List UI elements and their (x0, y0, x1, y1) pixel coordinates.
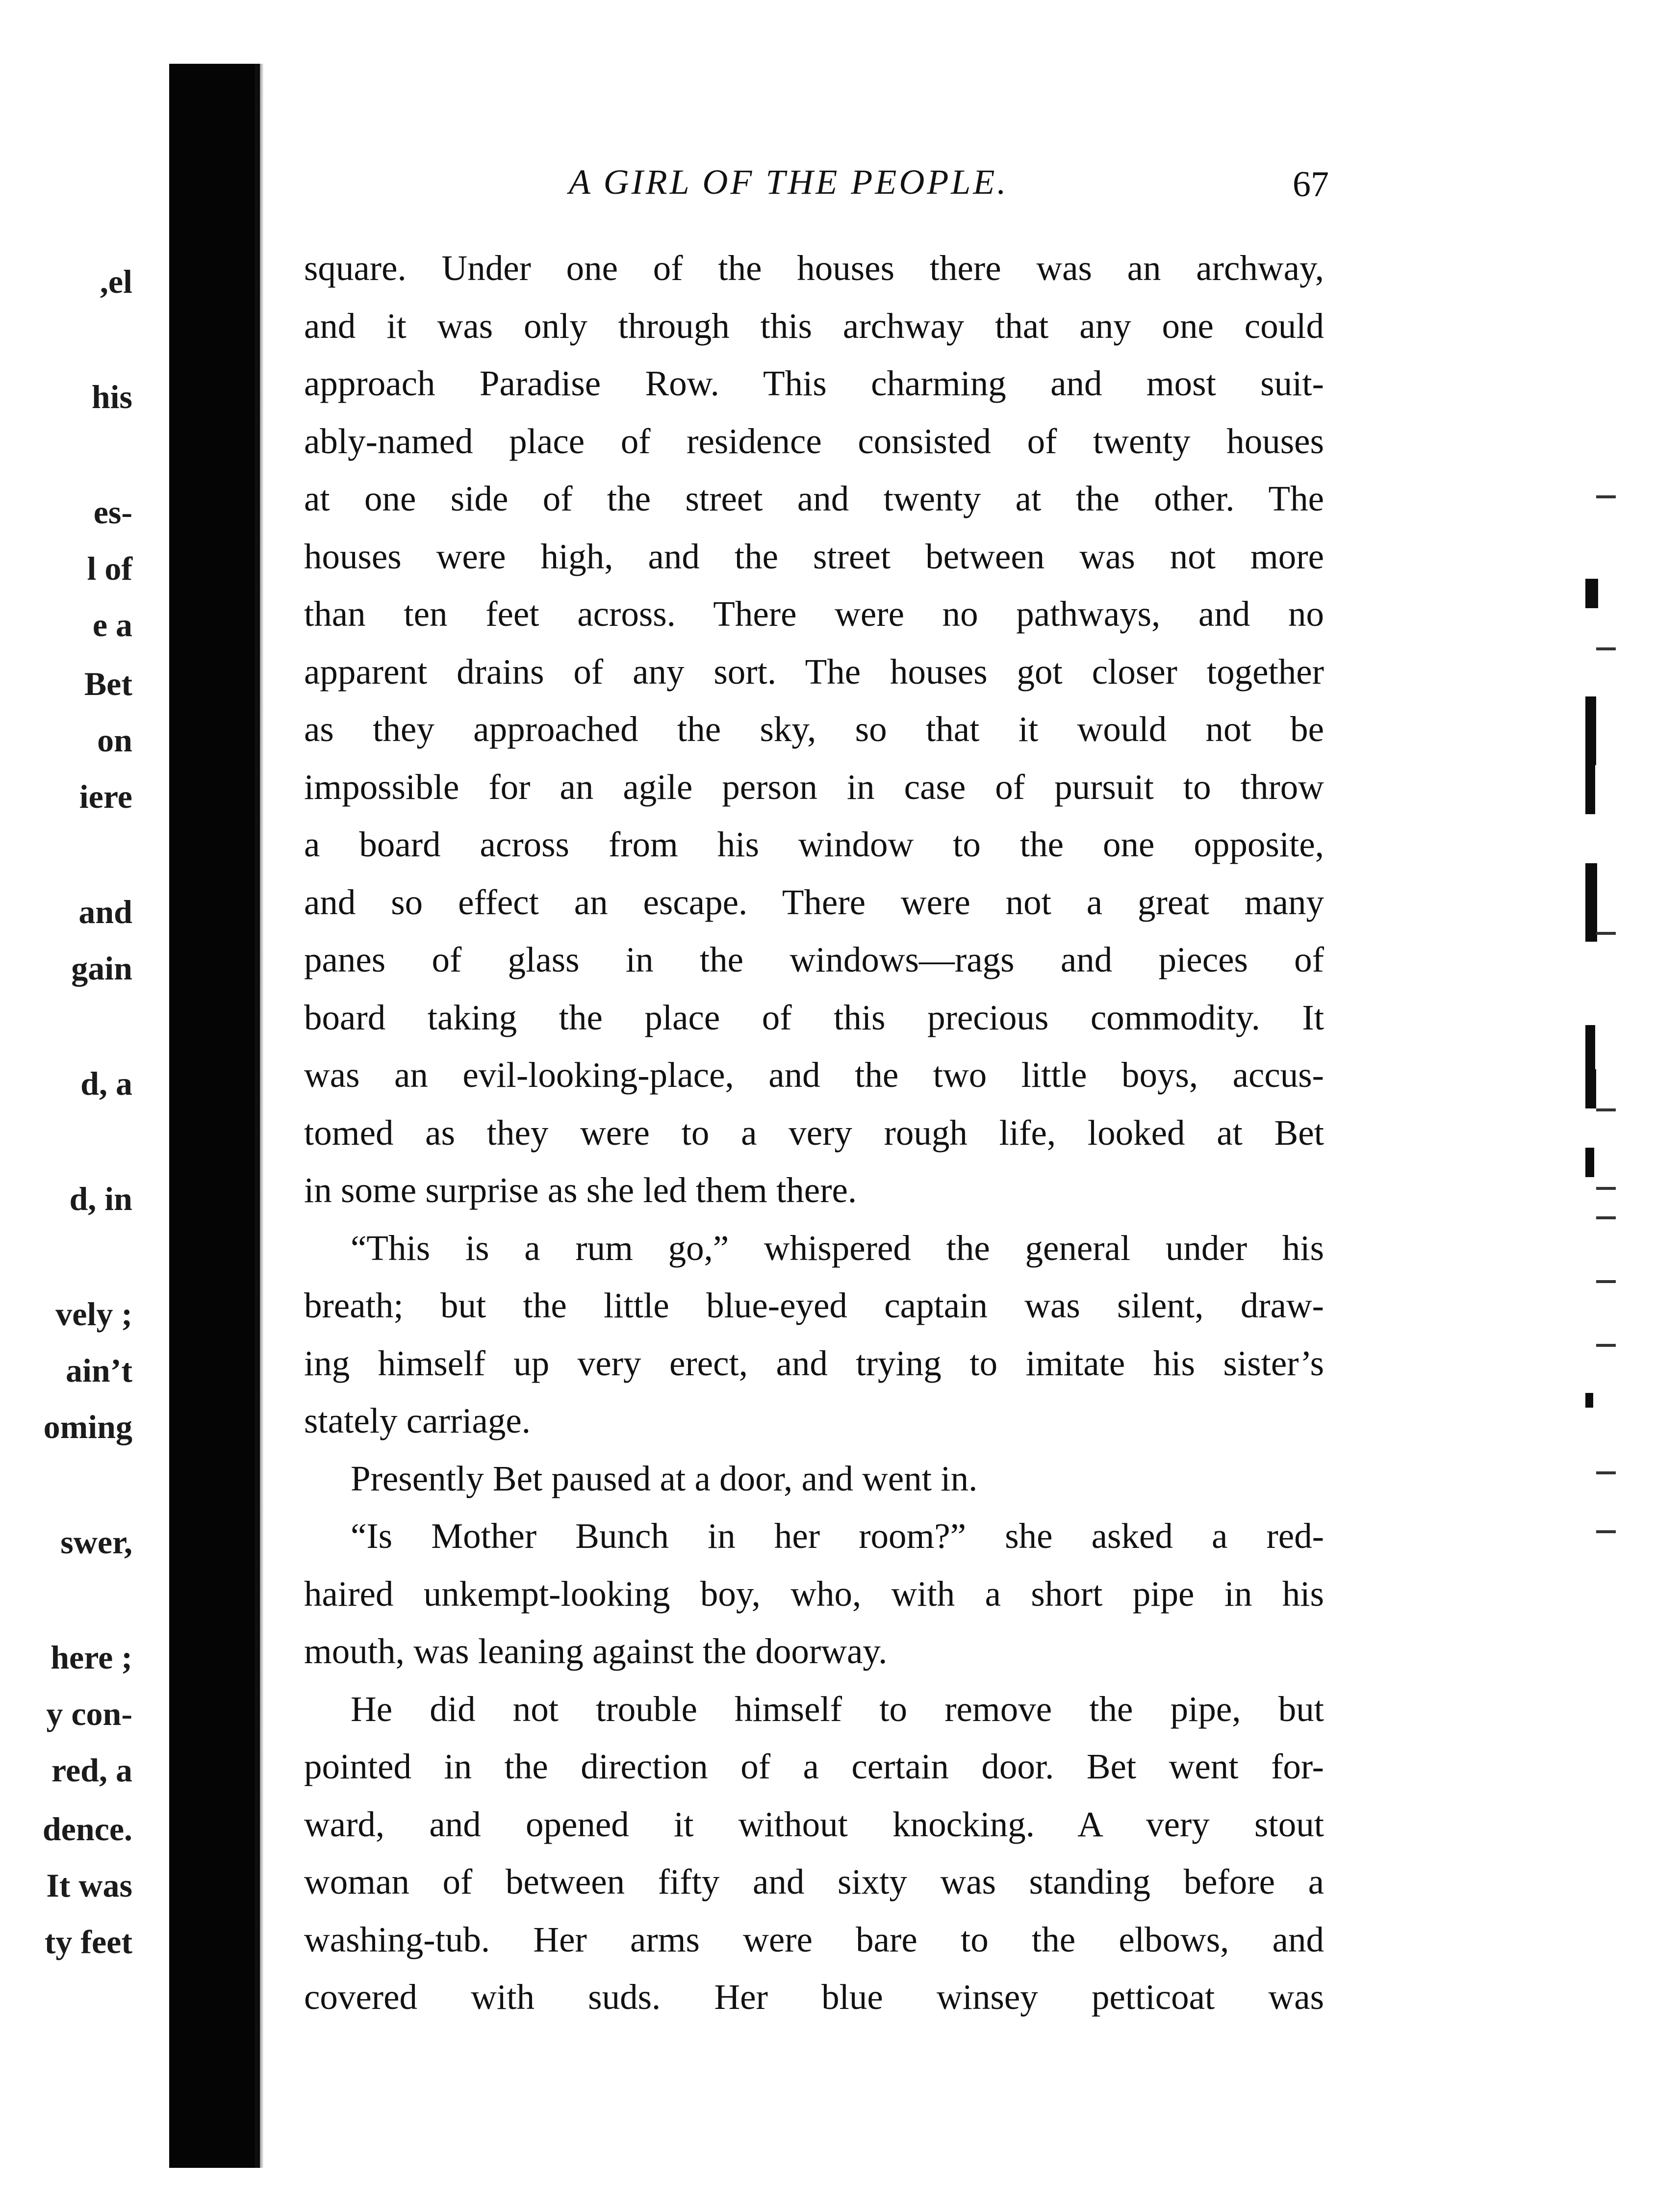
text-line: and so effect an escape. There were not a great many (304, 882, 1324, 922)
text-line: at one side of the street and twenty at the other. The (304, 479, 1324, 518)
text-line: in some surprise as she led them there. (304, 1170, 857, 1210)
edge-tick (1596, 932, 1616, 935)
edge-tick (1596, 1344, 1616, 1347)
bleed-through-fragment: ty feet (44, 1923, 132, 1960)
bleed-through-fragment: on (97, 721, 132, 759)
bleed-through-fragment: ,el (100, 263, 132, 300)
bleed-through-fragment: his (91, 378, 132, 415)
edge-tick (1596, 495, 1616, 498)
bleed-through-fragment: d, a (80, 1065, 132, 1102)
bleed-through-fragment: It was (46, 1867, 132, 1904)
bleed-through-fragment: Bet (84, 665, 132, 702)
edge-tick (1596, 1530, 1616, 1533)
edge-tick (1596, 1471, 1616, 1474)
text-line: was an evil-looking-place, and the two little boys, accus- (304, 1055, 1324, 1095)
binding-gutter-shadow (169, 64, 260, 2168)
text-line: tomed as they were to a very rough life, looked at Bet (304, 1112, 1324, 1153)
bleed-through-fragment: here ; (51, 1639, 132, 1676)
text-line: mouth, was leaning against the doorway. (304, 1631, 888, 1671)
text-line: “Is Mother Bunch in her room?” she asked a red- (351, 1516, 1324, 1556)
edge-tick (1596, 1216, 1616, 1219)
bleed-through-fragment: red, a (51, 1751, 132, 1789)
bleed-through-fragment: and (78, 893, 132, 930)
text-line: square. Under one of the houses there was an archway, (304, 248, 1324, 288)
text-line: Presently Bet paused at a door, and went in. (351, 1458, 978, 1498)
edge-mark (1585, 1069, 1596, 1108)
text-line: as they approached the sky, so that it would not be (304, 709, 1324, 749)
text-line: haired unkempt-looking boy, who, with a short pipe in his (304, 1573, 1324, 1614)
text-line: “This is a rum go,” whispered the general under his (351, 1228, 1324, 1268)
text-line: and it was only through this archway that any one could (304, 306, 1324, 346)
bleed-through-fragment: iere (79, 778, 132, 815)
text-line: breath; but the little blue-eyed captain was silent, draw- (304, 1286, 1324, 1325)
text-line: board taking the place of this precious commodity. It (304, 997, 1324, 1037)
edge-mark (1585, 863, 1597, 942)
text-line: apparent drains of any sort. The houses got closer together (304, 651, 1324, 692)
text-line: stately carriage. (304, 1401, 531, 1440)
edge-mark (1585, 701, 1595, 814)
bleed-through-fragment: y con- (46, 1695, 132, 1732)
text-line: a board across from his window to the one opposite, (304, 824, 1324, 864)
edge-tick (1596, 1108, 1616, 1111)
edge-tick (1596, 1280, 1616, 1283)
text-line: approach Paradise Row. This charming and most suit- (304, 363, 1324, 403)
facing-page-bleed-through (0, 0, 162, 2212)
page-body-text (304, 239, 1324, 2026)
text-line: ing himself up very erect, and trying to imitate his sister’s (304, 1343, 1324, 1383)
text-line: ably-named place of residence consisted of twenty houses (304, 421, 1324, 461)
text-line: impossible for an agile person in case of pursuit to throw (304, 767, 1324, 807)
text-line: pointed in the direction of a certain door. Bet went for- (304, 1747, 1324, 1786)
text-line: He did not trouble himself to remove the pipe, but (351, 1689, 1324, 1729)
bleed-through-fragment: oming (43, 1408, 132, 1445)
text-line: covered with suds. Her blue winsey petticoat was (304, 1977, 1324, 2017)
edge-mark (1585, 579, 1598, 608)
bleed-through-fragment: e a (92, 606, 132, 643)
text-line: panes of glass in the windows—rags and pieces of (304, 940, 1324, 979)
text-line: woman of between fifty and sixty was standing before a (304, 1862, 1324, 1902)
bleed-through-fragment: gain (71, 950, 132, 987)
edge-tick (1596, 647, 1616, 650)
bleed-through-fragment: dence. (42, 1810, 132, 1848)
text-line: houses were high, and the street between was not more (304, 536, 1324, 576)
text-line: ward, and opened it without knocking. A very stout (304, 1804, 1324, 1844)
edge-mark (1585, 1393, 1593, 1408)
running-title: A GIRL OF THE PEOPLE. (569, 162, 1009, 202)
bleed-through-fragment: es- (93, 493, 132, 531)
text-line: washing-tub. Her arms were bare to the elbows, and (304, 1919, 1324, 1959)
gutter-edge-gradient (255, 64, 264, 2168)
page-number: 67 (1293, 164, 1329, 205)
text-line: than ten feet across. There were no pathways, and no (304, 594, 1324, 634)
bleed-through-fragment: l of (87, 550, 132, 587)
edge-tick (1596, 1187, 1616, 1190)
edge-mark (1585, 1148, 1594, 1177)
bleed-through-fragment: vely ; (55, 1295, 132, 1333)
bleed-through-fragment: swer, (60, 1523, 132, 1561)
next-page-edge-artifacts (1581, 69, 1626, 2178)
bleed-through-fragment: d, in (69, 1180, 132, 1217)
bleed-through-fragment: ain’t (66, 1352, 132, 1389)
running-header (304, 162, 1329, 216)
